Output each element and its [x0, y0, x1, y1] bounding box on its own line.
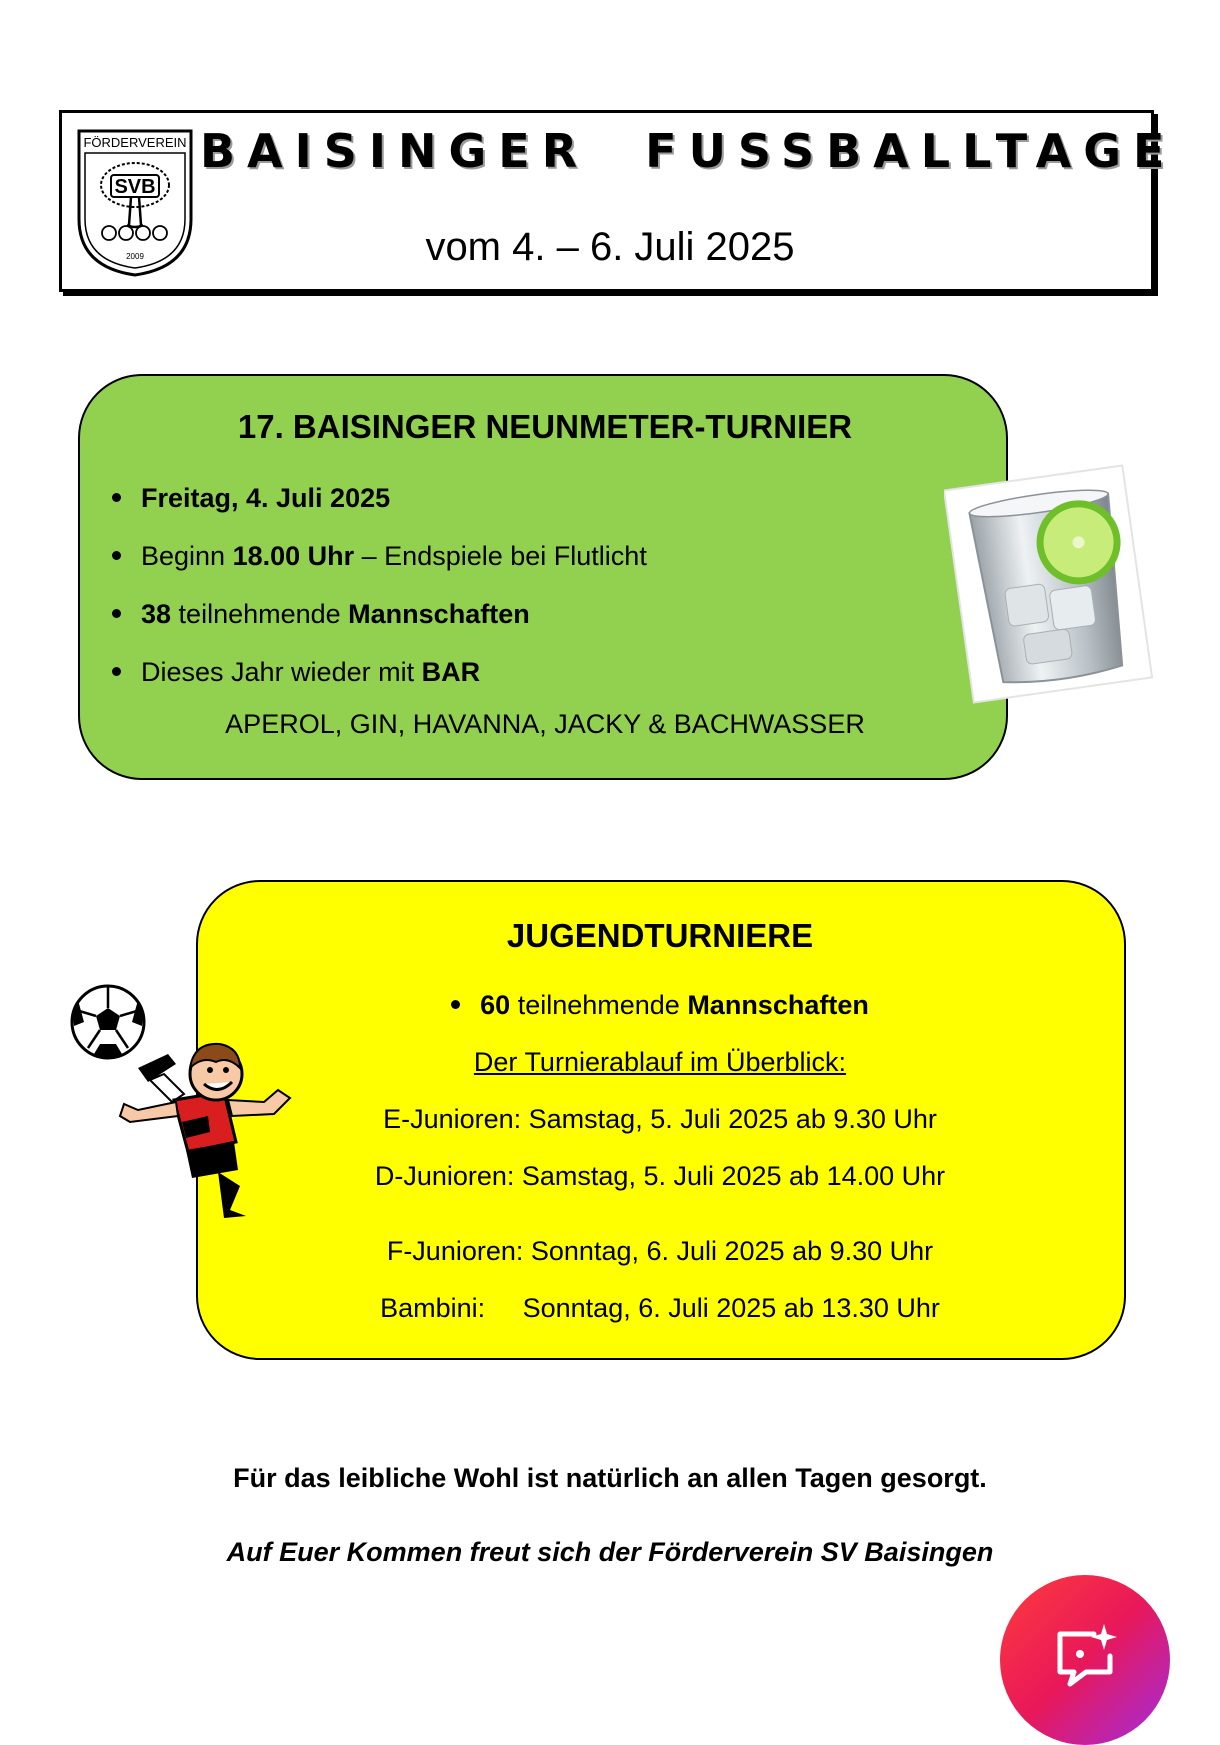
schedule-row: F-Junioren: Sonntag, 6. Juli 2025 ab 9.30 Uhr — [386, 1236, 934, 1266]
list-item — [112, 478, 872, 518]
time-text: 18.00 Uhr — [232, 541, 355, 571]
team-count: 60 — [480, 990, 511, 1020]
text-part: Beginn — [141, 541, 233, 571]
event-dates: vom 4. – 6. Juli 2025 — [425, 225, 795, 269]
club-crest-icon — [75, 127, 195, 279]
bullet-icon — [112, 551, 121, 560]
bullet-icon — [112, 667, 121, 676]
catering-note: Für das leibliche Wohl ist natürlich an allen Tagen gesorgt. — [233, 1463, 987, 1493]
logo-year: 2009 — [126, 252, 144, 261]
logo-initials: SVB — [114, 176, 156, 198]
schedule-row: Bambini: Sonntag, 6. Juli 2025 ab 13.30 Uhr — [380, 1293, 940, 1323]
text-bold: Mannschaften — [687, 990, 869, 1020]
text-part: teilnehmende — [510, 990, 688, 1020]
jugend-title: JUGENDTURNIERE — [506, 917, 814, 954]
logo-top-text: FÖRDERVEREIN — [83, 135, 187, 150]
cartoon-footballer-icon — [68, 982, 313, 1222]
text-bold: Mannschaften — [348, 599, 530, 629]
bullet-icon — [112, 493, 121, 502]
bullet-icon — [112, 609, 121, 618]
list-item — [112, 536, 872, 576]
text-bold: BAR — [421, 657, 481, 687]
list-item — [112, 594, 872, 634]
drinks-list: APEROL, GIN, HAVANNA, JACKY & BACHWASSER — [225, 709, 865, 739]
team-count: 38 — [141, 599, 172, 629]
neunmeter-title: 17. BAISINGER NEUNMETER-TURNIER — [237, 408, 853, 445]
gin-tonic-glass-icon — [944, 462, 1166, 704]
schedule-row: D-Junioren: Samstag, 5. Juli 2025 ab 14.00 Uhr — [374, 1161, 946, 1191]
date-text: Freitag, 4. Juli 2025 — [141, 483, 391, 513]
text-part: – Endspiele bei Flutlicht — [354, 541, 647, 571]
list-item — [112, 652, 872, 692]
page-title: BAISINGER FUSSBALLTAGE — [200, 124, 1177, 178]
closing-note: Auf Euer Kommen freut sich der Förderverein SV Baisingen — [226, 1537, 994, 1567]
overview-heading: Der Turnierablauf im Überblick: — [473, 1047, 847, 1077]
text-part: teilnehmende — [171, 599, 349, 629]
schedule-row: E-Junioren: Samstag, 5. Juli 2025 ab 9.30 Uhr — [383, 1104, 937, 1134]
bullet-icon — [451, 1000, 460, 1009]
list-item — [200, 990, 1120, 1021]
text-part: Dieses Jahr wieder mit — [141, 657, 422, 687]
ai-sparkle-chat-icon[interactable] — [1050, 1620, 1122, 1692]
